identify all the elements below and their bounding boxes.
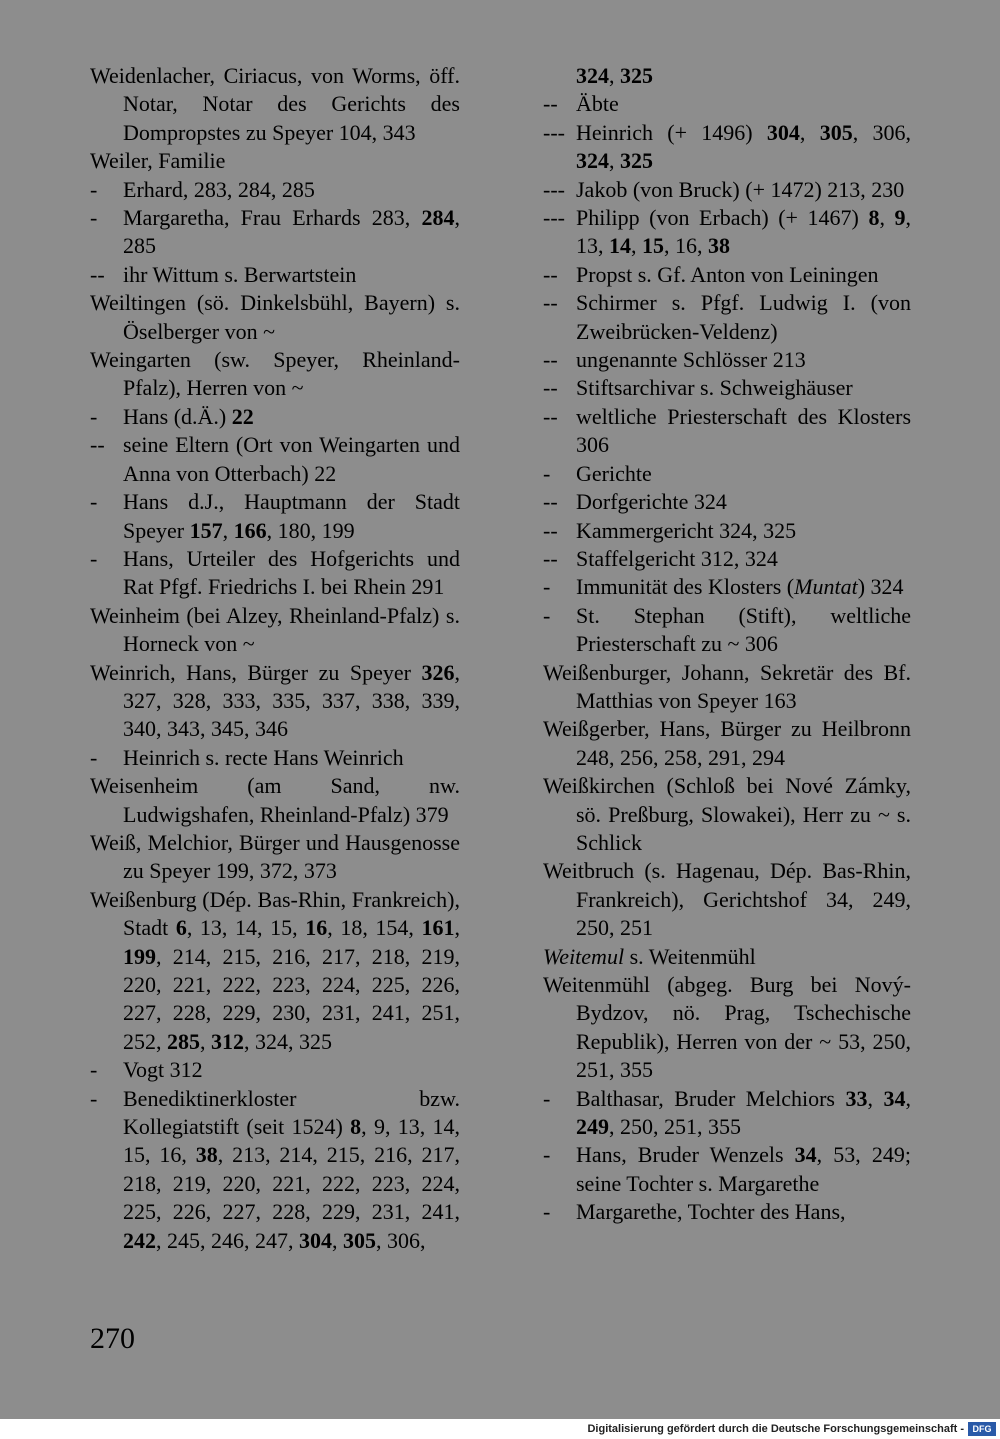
entry-text: Propst s. Gf. Anton von Leiningen bbox=[576, 261, 879, 287]
index-entry: Weisenheim (am Sand, nw. Ludwigshafen, Rheinland-Pfalz) 379 bbox=[90, 773, 460, 827]
entry-dash: - bbox=[90, 403, 98, 429]
entry-text: Immunität des Klosters (Muntat) 324 bbox=[576, 574, 904, 600]
entry-text: Balthasar, Bruder Melchiors 33, 34, 249, 250, 251, 355 bbox=[576, 1085, 911, 1140]
entry-dash: --- bbox=[543, 205, 565, 231]
index-entry bbox=[543, 346, 911, 374]
entry-dash: --- bbox=[543, 176, 565, 202]
entry-text: Heinrich s. recte Hans Weinrich bbox=[123, 744, 404, 770]
index-entry bbox=[90, 204, 460, 261]
entry-text: Jakob (von Bruck) (+ 1472) 213, 230 bbox=[576, 176, 905, 202]
entry-text: seine Eltern (Ort von Weingarten und Anna von Otterbach) 22 bbox=[123, 432, 460, 486]
index-entry: Weiler, Familie bbox=[90, 148, 226, 174]
entry-text: Hans, Bruder Wenzels 34, 53, 249; seine Tochter s. Margarethe bbox=[576, 1142, 911, 1196]
entry-text: ungenannte Schlösser 213 bbox=[576, 347, 806, 373]
entry-text: St. Stephan (Stift), weltliche Priesterschaft zu ~ 306 bbox=[576, 602, 911, 657]
index-entry bbox=[543, 602, 911, 659]
entry-text: Stiftsarchivar s. Schweighäuser bbox=[576, 375, 853, 401]
index-entry bbox=[543, 403, 911, 460]
index-entry: Weinrich, Hans, Bürger zu Speyer 326, 327, 328, 333, 335, 337, 338, 339, 340, 343, 345, 346 bbox=[90, 659, 460, 742]
entry-text: Staffelgericht 312, 324 bbox=[576, 545, 778, 571]
index-entry bbox=[90, 403, 460, 431]
entry-dash: -- bbox=[543, 91, 558, 117]
entry-dash: - bbox=[543, 1199, 551, 1225]
entry-text: Gerichte bbox=[576, 460, 652, 486]
index-entry bbox=[543, 289, 911, 346]
index-entry bbox=[543, 1141, 911, 1198]
index-entry: Weiß, Melchior, Bürger und Hausgenosse zu Speyer 199, 372, 373 bbox=[90, 829, 460, 884]
index-entry: Weißenburg (Dép. Bas-Rhin, Frankreich), Stadt 6, 13, 14, 15, 16, 18, 154, 161, 199, 214, 215, 216, 217, 218, 219, 220, 221, 222, 223, 224, 225, 226, 227, 228, 229, 230, 231, 241, 251, 252, 285, 312, 324, 325 bbox=[90, 886, 461, 1054]
entry-dash: - bbox=[90, 489, 98, 515]
entry-dash: -- bbox=[543, 347, 558, 373]
entry-dash: - bbox=[90, 176, 98, 202]
footer-bar bbox=[0, 1419, 1000, 1439]
entry-dash: - bbox=[543, 460, 551, 486]
entry-text: Benediktinerkloster bzw. Kollegiatstift (seit 1524) 8, 9, 13, 14, 15, 16, 38, 213, 214, 215, 216, 217, 218, 219, 220, 221, 222, 223, 224, 225, 226, 227, 228, 229, 231, 241, 242, 245, 246, 247, 304, 305, 306, bbox=[123, 1085, 461, 1253]
index-entry bbox=[543, 204, 911, 261]
index-entry bbox=[90, 545, 460, 602]
index-entry bbox=[90, 431, 460, 488]
entry-dash: -- bbox=[543, 517, 558, 543]
index-entry bbox=[543, 545, 911, 573]
entry-text: Margaretha, Frau Erhards 283, 284, 285 bbox=[123, 205, 460, 259]
index-entry: Weißenburger, Johann, Sekretär des Bf. Matthias von Speyer 163 bbox=[543, 659, 911, 713]
page-number: 270 bbox=[90, 1322, 135, 1355]
entry-text: Schirmer s. Pfgf. Ludwig I. (von Zweibrücken-Veldenz) bbox=[576, 290, 911, 344]
entry-text: Dorfgerichte 324 bbox=[576, 489, 727, 515]
index-entry: Weißgerber, Hans, Bürger zu Heilbronn 248, 256, 258, 291, 294 bbox=[543, 716, 911, 770]
index-entry bbox=[543, 374, 911, 402]
index-entry bbox=[543, 1198, 911, 1226]
entry-text: Heinrich (+ 1496) 304, 305, 306, 324, 325 bbox=[576, 119, 912, 174]
index-entry bbox=[543, 90, 911, 118]
index-entry: Weitenmühl (abgeg. Burg bei Nový-Bydzov, nö. Prag, Tschechische Republik), Herren von der ~ 53, 250, 251, 355 bbox=[543, 972, 911, 1083]
index-entry: Weinheim (bei Alzey, Rheinland-Pfalz) s. Horneck von ~ bbox=[90, 602, 460, 657]
entry-text: Erhard, 283, 284, 285 bbox=[123, 176, 315, 202]
entry-dash: -- bbox=[543, 261, 558, 287]
entry-text: Vogt 312 bbox=[123, 1057, 203, 1083]
index-entry bbox=[543, 573, 911, 601]
entry-dash: - bbox=[90, 205, 98, 231]
entry-text: Hans (d.Ä.) 22 bbox=[123, 403, 254, 429]
entry-dash: -- bbox=[543, 545, 558, 571]
entry-dash: - bbox=[90, 1057, 98, 1083]
index-entry: Weiltingen (sö. Dinkelsbühl, Bayern) s. Öselberger von ~ bbox=[90, 290, 460, 344]
entry-text: Äbte bbox=[576, 91, 619, 117]
entry-dash: - bbox=[543, 1142, 551, 1168]
entry-dash: - bbox=[543, 602, 551, 628]
entry-dash: - bbox=[90, 744, 98, 770]
index-entry bbox=[543, 517, 911, 545]
entry-dash: --- bbox=[543, 119, 565, 145]
dfg-logo-icon: DFG bbox=[968, 1422, 996, 1436]
entry-text: Hans, Urteiler des Hofgerichts und Rat Pfgf. Friedrichs I. bei Rhein 291 bbox=[123, 545, 460, 600]
index-entry bbox=[543, 176, 911, 204]
entry-dash: -- bbox=[90, 261, 105, 287]
index-entry bbox=[90, 1085, 460, 1255]
entry-dash: - bbox=[543, 1085, 551, 1111]
footer-credit: Digitalisierung gefördert durch die Deutsche Forschungsgemeinschaft - bbox=[587, 1423, 964, 1435]
entry-text: Kammergericht 324, 325 bbox=[576, 517, 797, 543]
entry-dash: - bbox=[543, 574, 551, 600]
index-entry bbox=[90, 744, 460, 772]
entry-dash: - bbox=[90, 1085, 98, 1111]
index-entry bbox=[543, 488, 911, 516]
entry-dash: -- bbox=[90, 432, 105, 458]
entry-text: Hans d.J., Hauptmann der Stadt Speyer 157, 166, 180, 199 bbox=[123, 489, 460, 543]
index-entry bbox=[90, 1056, 460, 1084]
index-column-right bbox=[543, 62, 911, 1227]
index-entry bbox=[90, 176, 460, 204]
index-entry: 324, 325 bbox=[576, 63, 653, 88]
entry-dash: -- bbox=[543, 489, 558, 515]
index-entry: Weißkirchen (Schloß bei Nové Zámky, sö. Preßburg, Slowakei), Herr zu ~ s. Schlick bbox=[543, 773, 911, 855]
entry-text: Philipp (von Erbach) (+ 1467) 8, 9, 13, 14, 15, 16, 38 bbox=[576, 205, 912, 259]
index-entry bbox=[90, 488, 460, 545]
entry-text: ihr Wittum s. Berwartstein bbox=[123, 261, 357, 287]
index-entry bbox=[543, 261, 911, 289]
entry-dash: -- bbox=[543, 403, 558, 429]
index-column-left bbox=[90, 62, 460, 1255]
index-entry bbox=[543, 119, 911, 176]
entry-dash: -- bbox=[543, 290, 558, 316]
index-entry: Weitbruch (s. Hagenau, Dép. Bas-Rhin, Frankreich), Gerichtshof 34, 249, 250, 251 bbox=[543, 858, 911, 941]
index-entry: Weingarten (sw. Speyer, Rheinland-Pfalz), Herren von ~ bbox=[90, 347, 460, 401]
entry-dash: -- bbox=[543, 375, 558, 401]
entry-text: Margarethe, Tochter des Hans, bbox=[576, 1199, 846, 1225]
index-entry: Weitemul s. Weitenmühl bbox=[543, 943, 756, 969]
entry-text: weltliche Priesterschaft des Klosters 306 bbox=[576, 403, 911, 458]
index-entry: Weidenlacher, Ciriacus, von Worms, öff. Notar, Notar des Gerichts des Dompropstes zu Speyer 104, 343 bbox=[90, 63, 460, 145]
index-entry bbox=[543, 460, 911, 488]
index-entry bbox=[90, 261, 460, 289]
index-entry bbox=[543, 1085, 911, 1142]
entry-dash: - bbox=[90, 545, 98, 571]
